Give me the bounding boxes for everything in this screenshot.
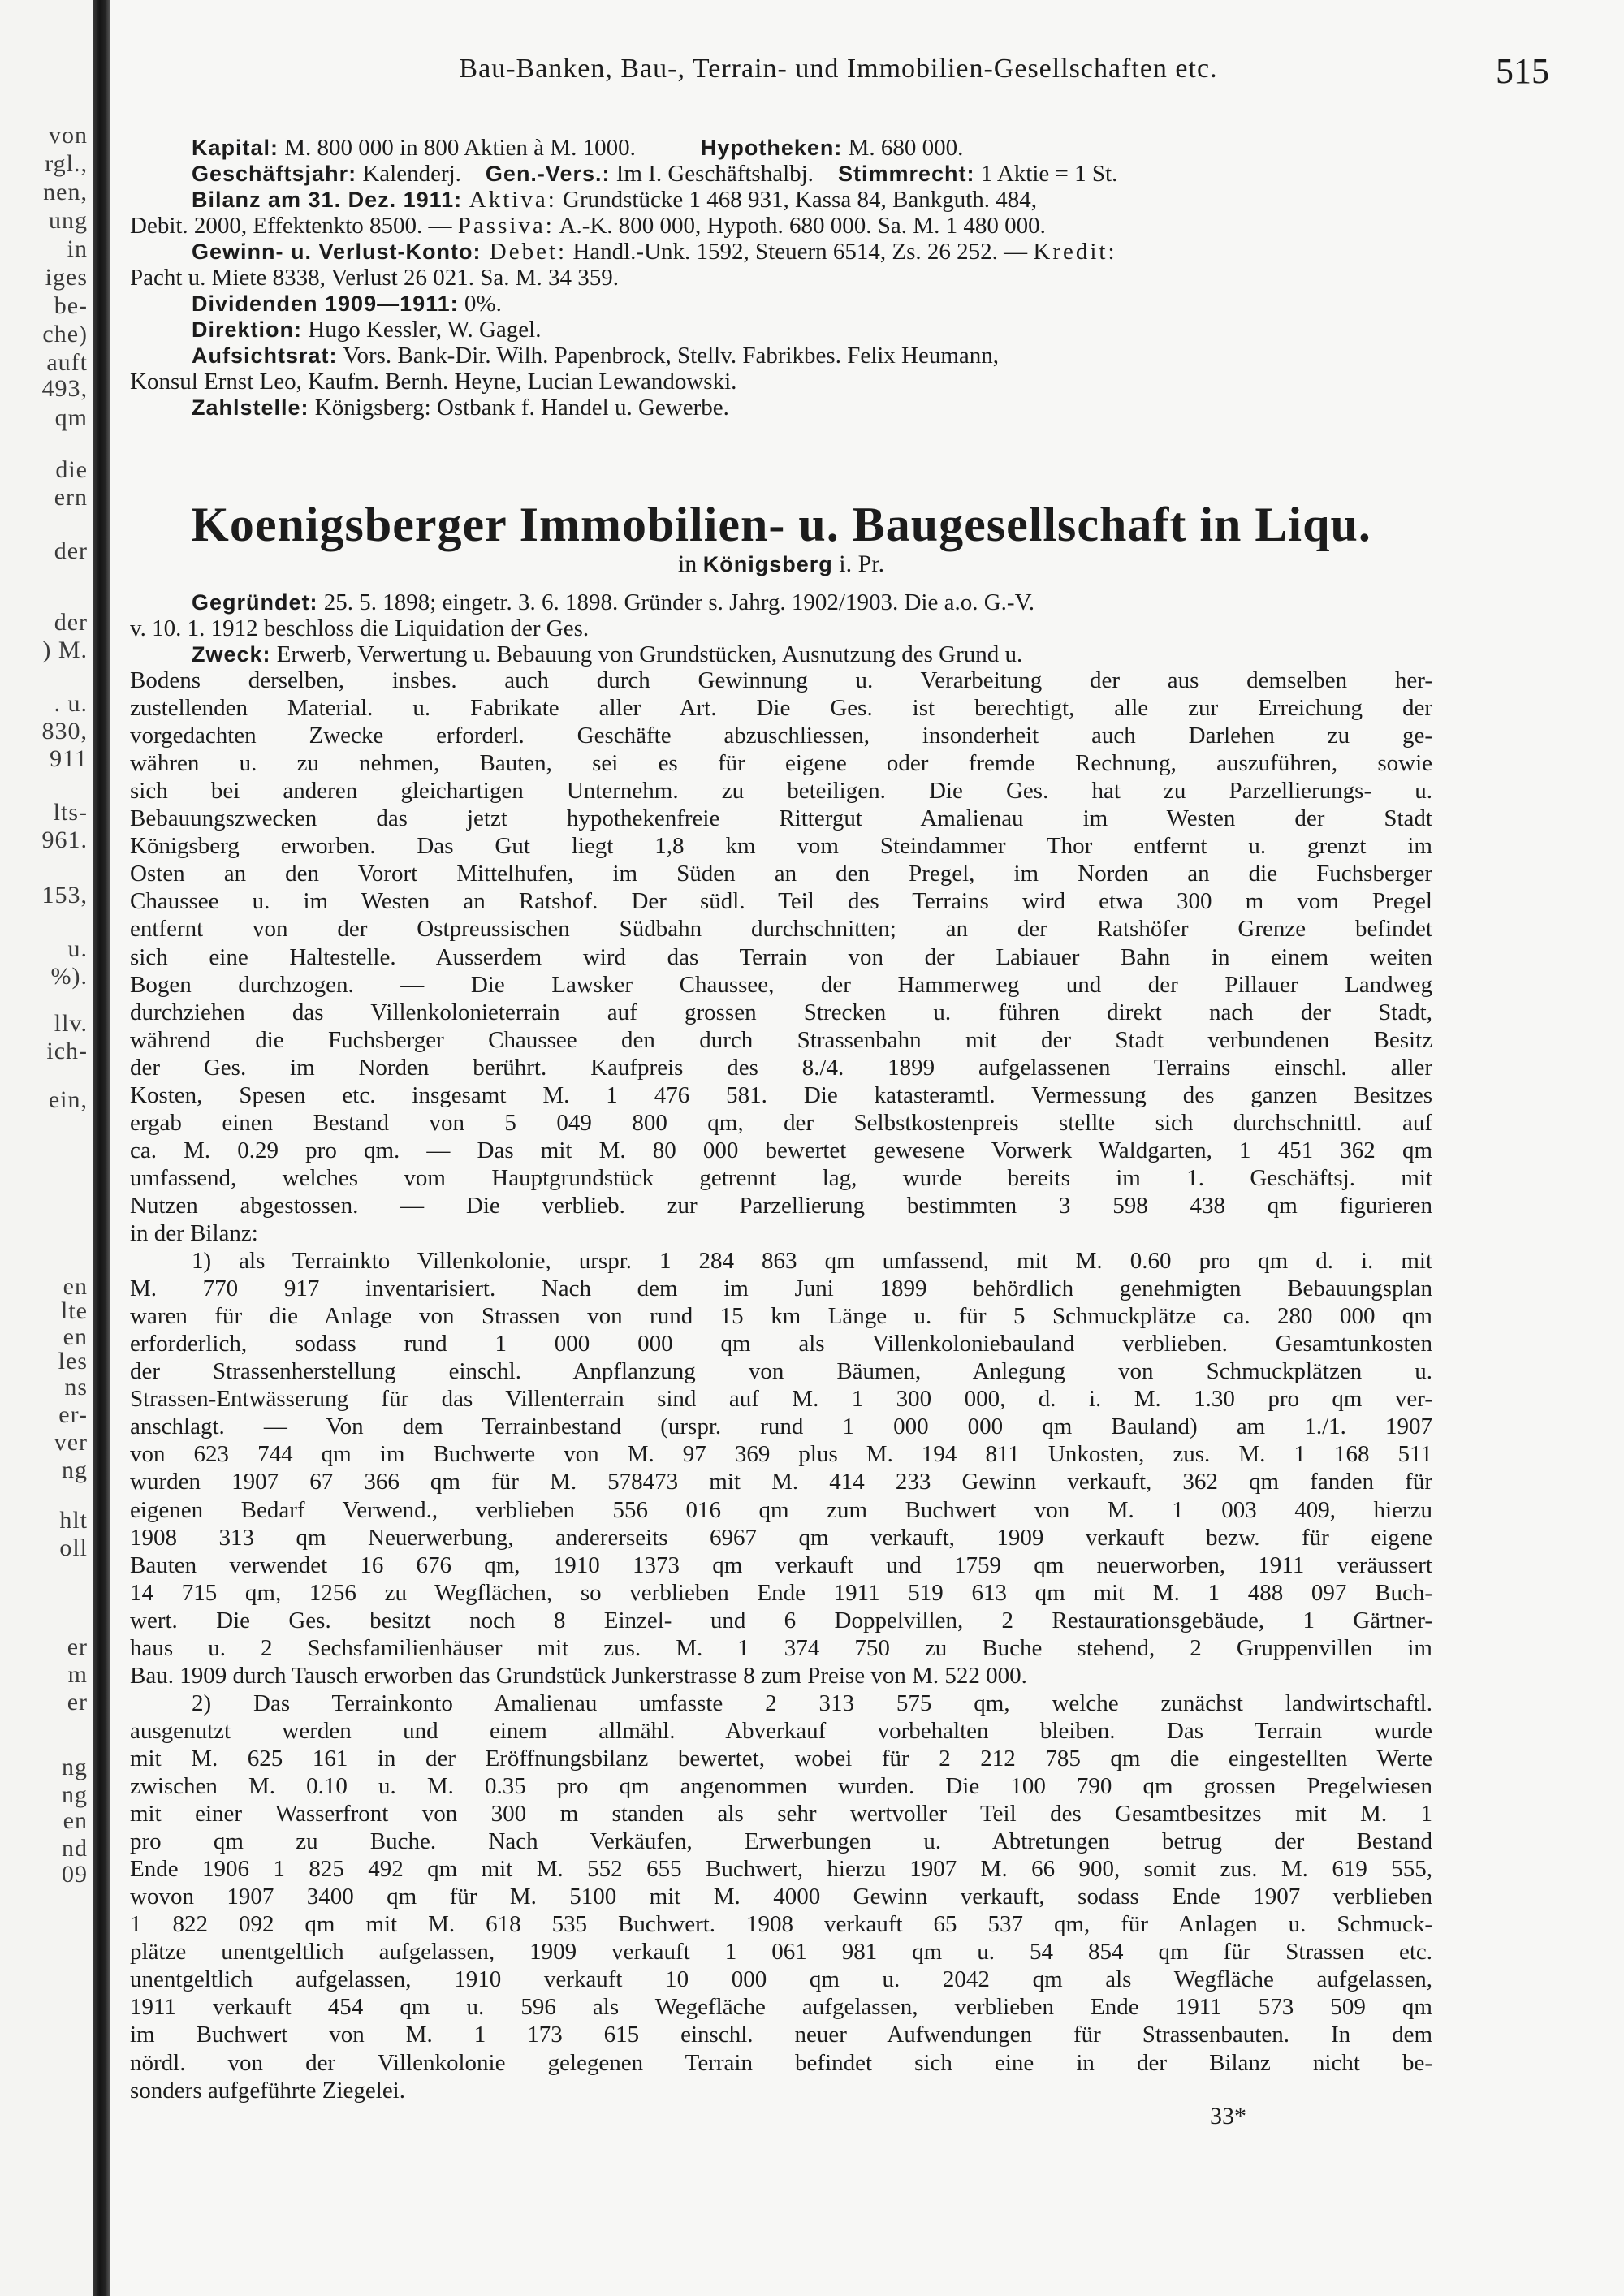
body-line: ausgenutzt werden und einem allmähl. Abverkauf vorbehalten bleiben. Das Terrain wurde: [130, 1718, 1432, 1744]
margin-fragment: ng: [62, 1457, 88, 1483]
margin-fragment: llv.: [54, 1010, 88, 1037]
body-line: der Strassenherstellung einschl. Anpflanzung von Bäumen, Anlegung von Schmuckplätzen u.: [130, 1358, 1432, 1384]
body-line: 2) Das Terrainkonto Amalienau umfasste 2 313 575 qm, welche zunächst landwirtschaftl.: [192, 1690, 1432, 1716]
margin-fragment: 09: [62, 1861, 88, 1888]
body-line: mit einer Wasserfront von 300 m standen als sehr wertvoller Teil des Gesamtbesitzes mit M. 1: [130, 1801, 1432, 1827]
margin-fragment: von: [49, 122, 88, 149]
prev-balance-line: [192, 187, 1432, 213]
liabilities-label: Passiva:: [457, 213, 555, 239]
founded-key: Gegründet:: [192, 590, 318, 615]
margin-fragment: auft: [46, 349, 88, 376]
margin-fragment: der: [54, 537, 88, 564]
margin-fragment: ern: [54, 484, 88, 511]
body-line: pro qm zu Buche. Nach Verkäufen, Erwerbungen u. Abtretungen betrug der Bestand: [130, 1828, 1432, 1854]
body-line: nördl. von der Villenkolonie gelegenen Terrain befindet sich eine in der Bilanz nicht be-: [130, 2050, 1432, 2076]
margin-fragment: 830,: [41, 718, 88, 744]
margin-fragment: er: [67, 1634, 88, 1660]
body-line: durchziehen das Villenkolonieterrain auf grossen Strecken u. führen direkt nach der Stadt,: [130, 999, 1432, 1025]
prev-board-line-2: [130, 369, 1432, 395]
body-line: Bodens derselben, insbes. auch durch Gewinnung u. Verarbeitung der aus demselben her-: [130, 667, 1432, 693]
body-line: 1) als Terrainkto Villenkolonie, urspr. 1 284 863 qm umfassend, mit M. 0.60 pro qm d. i. mit: [192, 1248, 1432, 1274]
body-line: Kosten, Spesen etc. insgesamt M. 1 476 581. Die katasteramtl. Vermessung des ganzen Besitzes: [130, 1082, 1432, 1108]
dividends-value: 0%.: [458, 291, 502, 317]
margin-fragment: rgl.,: [45, 150, 88, 177]
body-line: 14 715 qm, 1256 zu Wegflächen, so verblieben Ende 1911 519 613 qm mit M. 1 488 097 Buch-: [130, 1580, 1432, 1606]
body-line: währen u. zu nehmen, Bauten, sei es für eigene oder fremde Rechnung, auszuführen, sowie: [130, 750, 1432, 776]
assets-value: Grundstücke 1 468 931, Kassa 84, Bankguth. 484,: [556, 187, 1038, 213]
margin-fragment: ein,: [48, 1086, 88, 1113]
pl-key: Gewinn- u. Verlust-Konto:: [192, 240, 482, 264]
body-line: haus u. 2 Sechsfamilienhäuser mit zus. M. 1 374 750 zu Buche stehend, 2 Gruppenvillen im: [130, 1635, 1432, 1661]
body-line: Nutzen abgestossen. — Die verblieb. zur Parzellierung bestimmten 3 598 438 qm figurieren: [130, 1193, 1432, 1219]
body-line: unentgeltlich aufgelassen, 1910 verkauft 10 000 qm u. 2042 qm als Wegfläche aufgelassen,: [130, 1966, 1432, 1992]
body-line: waren für die Anlage von Strassen von rund 15 km Länge u. für 5 Schmuckplätze ca. 280 000 qm: [130, 1303, 1432, 1329]
body-line: zwischen M. 0.10 u. M. 0.35 pro qm angenommen wurden. Die 100 790 qm grossen Pregelwiesen: [130, 1773, 1432, 1799]
founded-value: 25. 5. 1898; eingetr. 3. 6. 1898. Gründer s. Jahrg. 1902/1903. Die a.o. G.-V.: [317, 589, 1035, 615]
purpose-key: Zweck:: [192, 642, 271, 667]
meeting-value: Im I. Geschäftshalbj.: [610, 161, 814, 187]
assets-label: Aktiva:: [462, 187, 557, 213]
margin-fragment: ) M.: [42, 637, 88, 663]
meeting-key: Gen.-Vers.:: [485, 162, 611, 186]
margin-fragment: ng: [62, 1754, 88, 1780]
body-line: wurden 1907 67 366 qm für M. 578473 mit M. 414 233 Gewinn verkauft, 362 qm fanden für: [130, 1469, 1432, 1495]
body-line: sich bei anderen gleichartigen Unternehm. zu beteiligen. Die Ges. hat zu Parzellierungs- u.: [130, 778, 1432, 804]
margin-fragment: ung: [49, 207, 88, 234]
body-line: Königsberg erworben. Das Gut liegt 1,8 km vom Steindammer Thor entfernt u. grenzt im: [130, 833, 1432, 859]
margin-fragment: qm: [54, 404, 88, 431]
body-line: Osten an den Vorort Mittelhufen, im Süden an den Pregel, im Norden an die Fuchsberger: [130, 861, 1432, 887]
margin-fragment: 961.: [41, 826, 88, 853]
debit-label: Debet:: [481, 239, 568, 265]
body-line: 1911 verkauft 454 qm u. 596 als Wegefläche aufgelassen, verblieben Ende 1911 573 509 qm: [130, 1994, 1432, 2020]
prev-board-line: [192, 343, 1432, 369]
margin-fragment: en: [63, 1273, 88, 1300]
margin-fragment: er-: [58, 1401, 88, 1428]
purpose-value: Erwerb, Verwertung u. Bebauung von Grundstücken, Ausnutzung des Grund u.: [270, 641, 1023, 667]
body-line: ca. M. 0.29 pro qm. — Das mit M. 80 000 bewertet gewesene Vorwerk Waldgarten, 1 451 362 qm: [130, 1137, 1432, 1163]
prev-dividends-line: [192, 291, 1494, 317]
founded-line-2: v. 10. 1. 1912 beschloss die Liquidation der Ges.: [130, 615, 590, 641]
fiscal-year-value: Kalenderj.: [356, 161, 461, 187]
margin-fragment: be-: [54, 292, 88, 319]
margin-fragment: lts-: [53, 799, 88, 826]
body-line: 1 822 092 qm mit M. 618 535 Buchwert. 1908 verkauft 65 537 qm, für Anlagen u. Schmuck-: [130, 1911, 1432, 1937]
board-value: Vors. Bank-Dir. Wilh. Papenbrock, Stellv. Fabrikbes. Felix Heumann,: [337, 343, 1000, 369]
body-line: entfernt von der Ostpreussischen Südbahn durchschnitten; an der Ratshöfer Grenze befindet: [130, 916, 1432, 942]
margin-fragment: er: [67, 1689, 88, 1716]
margin-fragment: in: [67, 235, 88, 262]
margin-fragment: 153,: [41, 882, 88, 908]
signature-mark: 33*: [1210, 2103, 1246, 2130]
body-line: sich eine Haltestelle. Ausserdem wird das Terrain von der Labiauer Bahn in einem weiten: [130, 944, 1432, 970]
capital-key: Kapital:: [192, 136, 279, 160]
body-line: erforderlich, sodass rund 1 000 000 qm als Villenkoloniebauland verblieben. Gesamtunkosten: [130, 1331, 1432, 1357]
fiscal-year-key: Geschäftsjahr:: [192, 162, 357, 186]
prev-fiscal-line: [192, 161, 1494, 187]
body-line: Ende 1906 1 825 492 qm mit M. 552 655 Buchwert, hierzu 1907 M. 66 900, somit zus. M. 619 555,: [130, 1856, 1432, 1882]
margin-fragment: u.: [67, 935, 88, 962]
mortgage-key: Hypotheken:: [700, 136, 843, 160]
body-line: der Ges. im Norden berührt. Kaufpreis des 8./4. 1899 aufgelassenen Terrains einschl. aller: [130, 1055, 1432, 1081]
running-title: Bau-Banken, Bau-, Terrain- und Immobilien-Gesellschaften etc.: [459, 54, 1218, 84]
prev-paying-agent-line: [192, 395, 1494, 421]
margin-fragment: nen,: [43, 179, 88, 205]
margin-fragment: lte: [61, 1297, 88, 1324]
margin-fragment: hlt: [59, 1507, 88, 1534]
margin-fragment: en: [63, 1807, 88, 1834]
paying-agent-value: Königsberg: Ostbank f. Handel u. Gewerbe.: [309, 395, 729, 421]
prev-direction-line: [192, 317, 1494, 343]
body-line: 1908 313 qm Neuerwerbung, andererseits 6967 qm verkauft, 1909 verkauft bezw. für eigene: [130, 1525, 1432, 1551]
margin-fragment: 493,: [41, 375, 88, 402]
balance-key: Bilanz am 31. Dez. 1911:: [192, 188, 463, 212]
margin-fragment: die: [55, 456, 88, 483]
purpose-line: [192, 641, 1432, 667]
body-line: Bebauungszwecken das jetzt hypothekenfreie Rittergut Amalienau im Westen der Stadt: [130, 805, 1432, 831]
body-line: in der Bilanz:: [130, 1220, 258, 1246]
body-line: vorgedachten Zwecke erforderl. Geschäfte abzuschliessen, insonderheit auch Darlehen zu ge-: [130, 723, 1432, 749]
body-line: eigenen Bedarf Verwend., verblieben 556 016 qm zum Buchwert von M. 1 003 409, hierzu: [130, 1497, 1432, 1523]
voting-key: Stimmrecht:: [837, 162, 975, 186]
company-title: Koenigsberger Immobilien- u. Baugesellschaft in Liqu.: [191, 498, 1371, 551]
body-line: anschlagt. — Von dem Terrainbestand (urspr. rund 1 000 000 qm Bauland) am 1./1. 1907: [130, 1413, 1432, 1439]
founded-line: [192, 589, 1432, 615]
capital-value: M. 800 000 in 800 Aktien à M. 1000.: [279, 135, 636, 161]
body-line: Bogen durchzogen. — Die Lawsker Chaussee, der Hammerweg und der Pillauer Landweg: [130, 972, 1432, 998]
margin-fragment: m: [67, 1661, 88, 1688]
margin-fragment: che): [42, 321, 88, 347]
balance-debit: Debit. 2000, Effektenkto 8500. —: [130, 213, 458, 239]
page-number: 515: [1496, 51, 1549, 91]
subtitle-prefix: in: [677, 550, 703, 577]
direction-key: Direktion:: [192, 317, 303, 342]
prev-pl-line-2: [130, 265, 1432, 291]
body-line: im Buchwert von M. 1 173 615 einschl. neuer Aufwendungen für Strassenbauten. In dem: [130, 2022, 1432, 2048]
body-line: M. 770 917 inventarisiert. Nach dem im Juni 1899 behördlich genehmigten Bebauungsplan: [130, 1275, 1432, 1301]
voting-value: 1 Aktie = 1 St.: [974, 161, 1118, 187]
liabilities-value: A.-K. 800 000, Hypoth. 680 000. Sa. M. 1 480 000.: [554, 213, 1046, 239]
body-line: sonders aufgeführte Ziegelei.: [130, 2078, 405, 2104]
margin-fragment: iges: [45, 264, 88, 291]
margin-fragment: nd: [62, 1835, 88, 1862]
body-line: wert. Die Ges. besitzt noch 8 Einzel- und 6 Doppelvillen, 2 Restaurationsgebäude, 1 Gärtner-: [130, 1608, 1432, 1634]
page-binding-shadow: [93, 0, 110, 2296]
body-line: Bau. 1909 durch Tausch erworben das Grundstück Junkerstrasse 8 zum Preise von M. 522 000.: [130, 1663, 1027, 1689]
margin-fragment: der: [54, 609, 88, 636]
credit-value: Pacht u. Miete 8338, Verlust 26 021. Sa. M. 34 359.: [130, 265, 619, 291]
margin-fragment: en: [63, 1323, 88, 1350]
margin-fragment: ns: [64, 1374, 88, 1400]
margin-fragment: ich-: [46, 1038, 88, 1064]
prev-pl-line: [192, 239, 1494, 265]
body-line: mit M. 625 161 in der Eröffnungsbilanz bewertet, wobei für 2 212 785 qm die eingestellten Werte: [130, 1746, 1432, 1772]
body-line: umfassend, welches vom Hauptgrundstück getrennt lag, wurde bereits im 1. Geschäftsj. mit: [130, 1165, 1432, 1191]
prev-balance-line-2: [130, 213, 1432, 239]
margin-fragment: oll: [59, 1534, 88, 1561]
body-line: Bauten verwendet 16 676 qm, 1910 1373 qm verkauft und 1759 qm neuerworben, 1911 veräussert: [130, 1552, 1432, 1578]
mortgage-value: M. 680 000.: [842, 135, 964, 161]
body-line: wovon 1907 3400 qm für M. 5100 mit M. 4000 Gewinn verkauft, sodass Ende 1907 verblieben: [130, 1884, 1432, 1910]
body-line: während die Fuchsberger Chaussee den durch Strassenbahn mit der Stadt verbundenen Besitz: [130, 1027, 1432, 1053]
body-line: ergab einen Bestand von 5 049 800 qm, der Selbstkostenpreis stellte sich durchschnittl. auf: [130, 1110, 1432, 1136]
body-line: plätze unentgeltlich aufgelassen, 1909 verkauft 1 061 981 qm u. 54 854 qm für Strassen etc.: [130, 1939, 1432, 1965]
board-key: Aufsichtsrat:: [192, 343, 338, 368]
company-subtitle: [162, 550, 1400, 578]
subtitle-suffix: i. Pr.: [832, 550, 885, 577]
prev-capital-line: [192, 135, 1494, 161]
margin-fragment: 911: [50, 745, 88, 772]
margin-fragment: %).: [50, 963, 88, 990]
body-line: von 623 744 qm im Buchwerte von M. 97 369 plus M. 194 811 Unkosten, zus. M. 1 168 511: [130, 1441, 1432, 1467]
margin-fragment: les: [58, 1348, 88, 1375]
paying-agent-key: Zahlstelle:: [192, 395, 309, 420]
credit-label: Kredit:: [1033, 239, 1117, 265]
margin-fragment: ver: [54, 1429, 88, 1456]
body-line: Strassen-Entwässerung für das Villenterrain sind auf M. 1 300 000, d. i. M. 1.30 pro qm ver-: [130, 1386, 1432, 1412]
body-line: zustellenden Material. u. Fabrikate aller Art. Die Ges. ist berechtigt, alle zur Erreichung der: [130, 695, 1432, 721]
margin-fragment: ng: [62, 1781, 88, 1808]
left-margin-strip: [0, 0, 93, 2296]
dividends-key: Dividenden 1909—1911:: [192, 291, 459, 316]
direction-value: Hugo Kessler, W. Gagel.: [302, 317, 542, 343]
body-line: Chaussee u. im Westen an Ratshof. Der südl. Teil des Terrains wird etwa 300 m vom Pregel: [130, 888, 1432, 914]
subtitle-city: Königsberg: [702, 552, 833, 576]
margin-fragment: . u.: [54, 690, 88, 717]
board-value-2: Konsul Ernst Leo, Kaufm. Bernh. Heyne, Lucian Lewandowski.: [130, 369, 737, 395]
debit-value: Handl.-Unk. 1592, Steuern 6514, Zs. 26 252. —: [567, 239, 1034, 265]
